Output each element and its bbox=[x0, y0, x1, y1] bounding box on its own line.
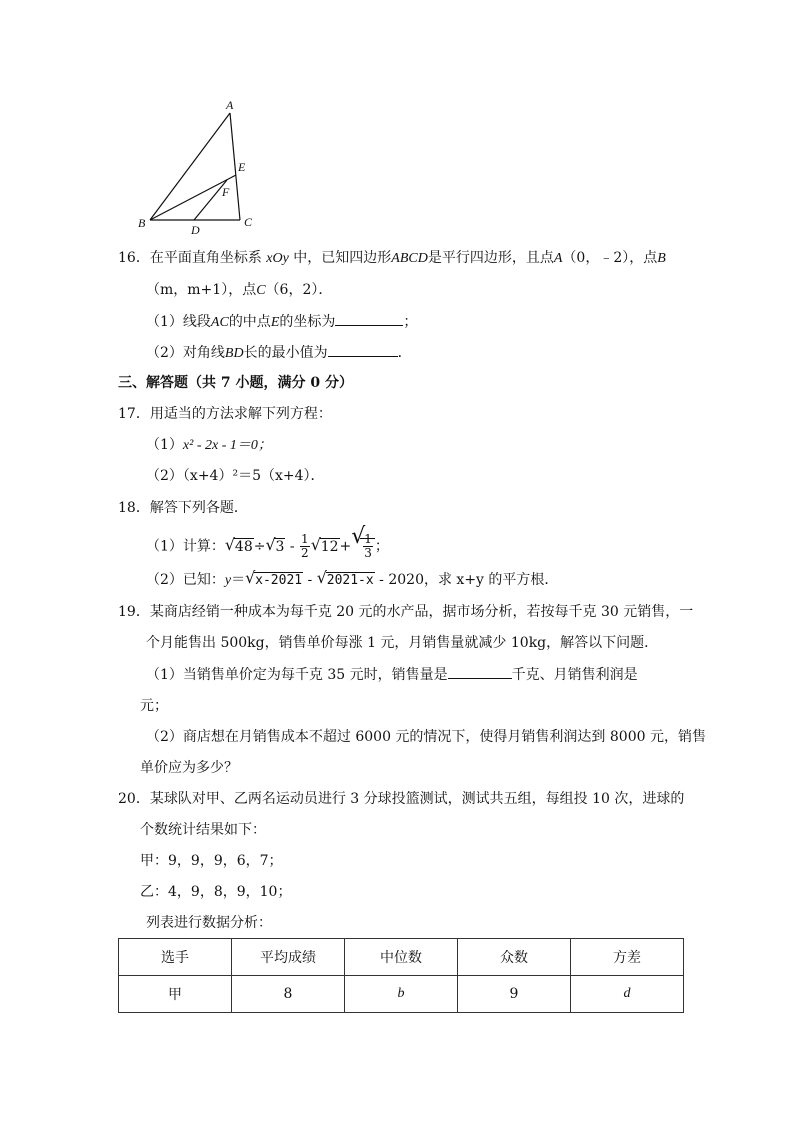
label-F: F bbox=[222, 185, 230, 199]
data-table bbox=[118, 938, 684, 1013]
q20-table-intro: 列表进行数据分析： bbox=[146, 915, 272, 931]
q18-part1: （1）计算： √ 48÷ √ 3 - $\frac{1}{2}$ √ 12+ √ $\frac{1}{3}$ ； bbox=[146, 524, 389, 560]
q19-part2-line1: （2）商店想在月销售成本不超过 6000 元的情况下，使得月销售利润达到 8000 元，销售 bbox=[146, 729, 706, 745]
fraction-third: $\frac{1}{3}$ bbox=[364, 532, 372, 560]
q20-line1: 20．某球队对甲、乙两名运动员进行 3 分球投篮测试，测试共五组，每组投 10 次，进球的 bbox=[118, 791, 685, 807]
table-cell: d bbox=[571, 976, 684, 1013]
table-header-cell: 选手 bbox=[119, 939, 232, 976]
answer-blank-bd[interactable] bbox=[328, 342, 398, 357]
label-A: A bbox=[226, 98, 234, 112]
q19-line2: 个月能售出 500kg，销售单价每涨 1 元，月销售量就减少 10kg，解答以下问题． bbox=[146, 635, 659, 651]
table-cell: 9 bbox=[458, 976, 571, 1013]
table-cell: b bbox=[345, 976, 458, 1013]
table-header-row bbox=[119, 939, 684, 976]
label-B: B bbox=[138, 216, 146, 230]
table-header-cell: 众数 bbox=[458, 939, 571, 976]
table-row bbox=[119, 976, 684, 1013]
q20-yi: 乙：4，9，8，9，10； bbox=[140, 884, 292, 900]
q17-part2: （2）（x+4）²＝5（x+4）． bbox=[146, 468, 325, 484]
label-D: D bbox=[191, 223, 200, 235]
table-cell: 8 bbox=[232, 976, 345, 1013]
label-C: C bbox=[244, 215, 253, 229]
triangle-figure bbox=[130, 95, 260, 235]
q19-part1: （1）当销售单价定为每千克 35 元时，销售量是 千克、月销售利润是 bbox=[146, 664, 638, 685]
q18-part2: （2）已知：y＝ √ x-2021 - √ 2021-x - 2020，求 x+y 的平方根． bbox=[146, 568, 559, 588]
q16-line2: （m，m+1），点C（6，2）． bbox=[146, 282, 333, 298]
table-header-cell: 平均成绩 bbox=[232, 939, 345, 976]
section-title: 三、解答题（共 7 小题，满分 0 分） bbox=[118, 375, 353, 391]
answer-blank-e[interactable] bbox=[335, 311, 403, 326]
table-header-cell: 方差 bbox=[571, 939, 684, 976]
q20-jia: 甲：9，9，9，6，7； bbox=[140, 853, 283, 869]
table-cell: 甲 bbox=[119, 976, 232, 1013]
label-E: E bbox=[238, 160, 246, 174]
q17-stem: 17．用适当的方法求解下列方程： bbox=[118, 406, 332, 422]
q16-number: 16． bbox=[118, 250, 150, 266]
table-header-cell: 中位数 bbox=[345, 939, 458, 976]
fraction-half: $\frac{1}{2}$ bbox=[301, 532, 309, 560]
answer-blank-volume[interactable] bbox=[448, 664, 512, 679]
q19-part1-cont: 元； bbox=[140, 698, 168, 714]
q20-line2: 个数统计结果如下： bbox=[140, 822, 266, 838]
q17-part1: （1）x² - 2x - 1＝0； bbox=[146, 437, 272, 453]
q16-part1: （1）线段AC的中点E的坐标为 ； bbox=[146, 311, 417, 333]
q16-line1: 16．在平面直角坐标系 xOy 中，已知四边形ABCD是平行四边形，且点A（0，﹣2），点B bbox=[118, 250, 666, 266]
q19-part2-line2: 单价应为多少？ bbox=[140, 760, 238, 776]
q16-part2: （2）对角线BD长的最小值为 ． bbox=[146, 342, 412, 364]
q18-stem: 18．解答下列各题． bbox=[118, 500, 248, 516]
q19-line1: 19．某商店经销一种成本为每千克 20 元的水产品，据市场分析，若按每千克 30 元销售，一 bbox=[118, 604, 694, 620]
